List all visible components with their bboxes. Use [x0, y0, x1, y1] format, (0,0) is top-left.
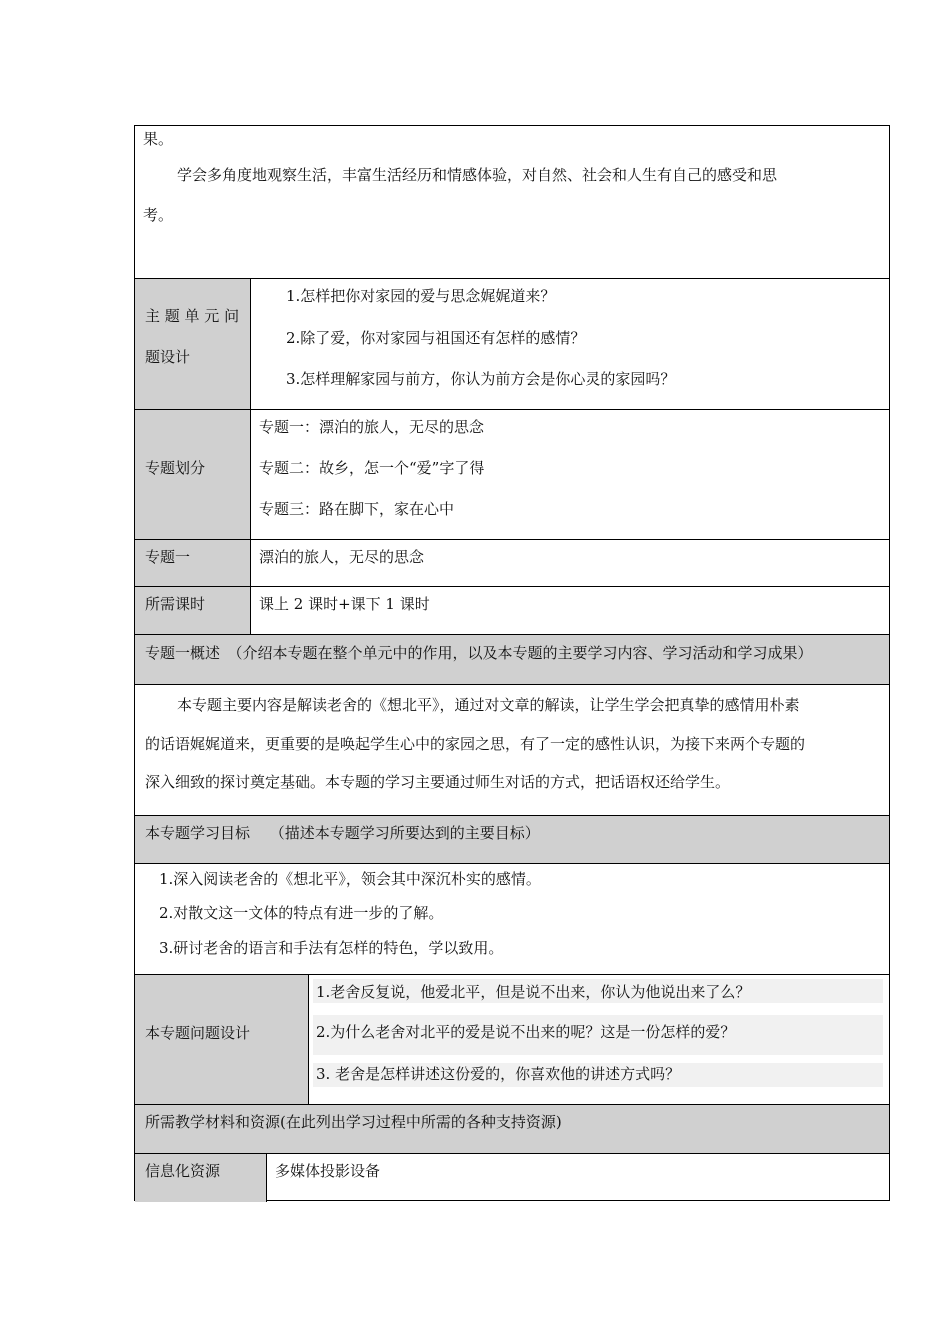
hours-row	[135, 586, 889, 634]
unit-question-2: 2.除了爱，你对家园与祖国还有怎样的感情？	[286, 329, 586, 347]
hours-label-cell	[135, 587, 251, 634]
topic-one-label-cell	[135, 540, 251, 586]
topic-question-2: 2.为什么老舍对北平的爱是说不出来的呢？这是一份怎样的爱？	[316, 1023, 736, 1041]
topic-division-label-cell	[135, 410, 251, 539]
overview-header: 专题一概述 （介绍本专题在整个单元中的作用，以及本专题的主要学习内容、学习活动和学习成果）	[145, 644, 813, 662]
unit-questions-content	[251, 279, 889, 409]
goal-3: 3.研讨老舍的语言和手法有怎样的特色，学以致用。	[159, 939, 504, 957]
resources-header: 所需教学材料和资源(在此列出学习过程中所需的各种支持资源)	[145, 1113, 562, 1131]
intro-line-3: 考。	[143, 206, 174, 224]
topic-questions-label-cell	[135, 975, 309, 1104]
resources-label-cell	[135, 1154, 267, 1202]
goals-body-row	[135, 863, 889, 974]
resources-row	[135, 1153, 889, 1202]
topic-one-label: 专题一	[145, 548, 191, 566]
topic-division-content	[251, 410, 889, 539]
resources-header-row	[135, 1104, 889, 1153]
topic-one-content	[251, 540, 889, 586]
topic-division-row	[135, 409, 889, 539]
intro-line-2: 学会多角度地观察生活，丰富生活经历和情感体验，对自然、社会和人生有自己的感受和思	[177, 166, 778, 184]
goal-2: 2.对散文这一文体的特点有进一步的了解。	[159, 904, 444, 922]
goals-header-row	[135, 815, 889, 863]
topic-division-item-3: 专题三：路在脚下，家在心中	[259, 500, 455, 518]
topic-division-item-1: 专题一：漂泊的旅人，无尽的思念	[259, 418, 485, 436]
topic-question-3: 3. 老舍是怎样讲述这份爱的，你喜欢他的讲述方式吗？	[316, 1065, 681, 1083]
unit-questions-label-cell	[135, 279, 251, 409]
hours-label: 所需课时	[145, 595, 206, 613]
intro-row	[135, 126, 889, 278]
topic-one-row	[135, 539, 889, 586]
lesson-plan-table	[134, 125, 890, 1201]
goal-1: 1.深入阅读老舍的《想北平》，领会其中深沉朴实的感情。	[159, 870, 541, 888]
unit-questions-row	[135, 278, 889, 409]
topic-division-item-2: 专题二：故乡，怎一个“爱”字了得	[259, 459, 485, 477]
unit-questions-label-2: 题设计	[145, 348, 191, 366]
overview-line-3: 深入细致的探讨奠定基础。本专题的学习主要通过师生对话的方式，把话语权还给学生。	[145, 773, 731, 791]
hours-value: 课上 2 课时+课下 1 课时	[259, 595, 430, 613]
hours-content	[251, 587, 889, 634]
overview-line-2: 的话语娓娓道来，更重要的是唤起学生心中的家园之思，有了一定的感性认识，为接下来两个专题的	[145, 735, 806, 753]
resources-content	[267, 1154, 889, 1202]
unit-question-3: 3.怎样理解家园与前方，你认为前方会是你心灵的家园吗？	[286, 370, 676, 388]
topic-questions-content	[309, 975, 889, 1104]
unit-question-1: 1.怎样把你对家园的爱与思念娓娓道来？	[286, 287, 556, 305]
goals-header: 本专题学习目标 （描述本专题学习所要达到的主要目标）	[145, 824, 540, 842]
topic-questions-label: 本专题问题设计	[145, 1024, 251, 1042]
topic-division-label: 专题划分	[145, 459, 206, 477]
resources-value: 多媒体投影设备	[275, 1162, 381, 1180]
intro-line-1: 果。	[143, 130, 174, 148]
topic-question-1: 1.老舍反复说，他爱北平，但是说不出来，你认为他说出来了么？	[316, 983, 751, 1001]
topic-one-value: 漂泊的旅人，无尽的思念	[259, 548, 425, 566]
unit-questions-label-1: 主 题 单 元 问	[145, 307, 240, 325]
overview-line-1: 本专题主要内容是解读老舍的《想北平》，通过对文章的解读，让学生学会把真挚的感情用朴素	[177, 696, 800, 714]
overview-header-row	[135, 634, 889, 684]
topic-questions-row	[135, 974, 889, 1104]
overview-body-row	[135, 684, 889, 815]
resources-label: 信息化资源	[145, 1162, 221, 1180]
